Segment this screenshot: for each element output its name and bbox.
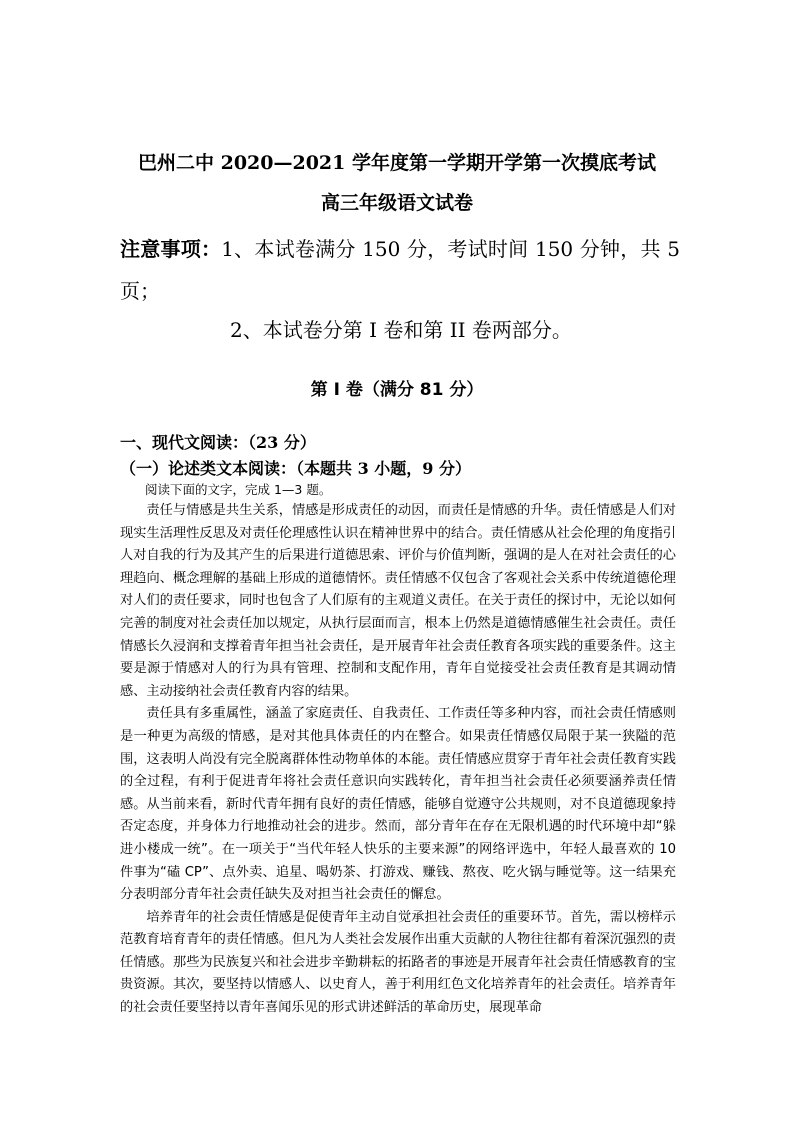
- passage-paragraph-1: 责任与情感是共生关系，情感是形成责任的动因，而责任是情感的升华。责任情感是人们对现实生活理性反思及对责任伦理感性认识在精神世界中的结合。责任情感从社会伦理的角度指引人对自我的行为及其产生的后果进行道德思索、评价与价值判断，强调的是人在对社会责任的心理趋向、概念理解的基础上形成的道德情怀。责任情感不仅包含了客观社会关系中传统道德伦理对人们的责任要求，同时也包含了人们原有的主观道义责任。在关于责任的探讨中，无论以如何完善的制度对社会责任加以规定，从执行层面而言，根本上仍然是道德情感催生社会责任。责任情感长久浸润和支撑着青年担当社会责任，是开展青年社会责任教育各项实践的重要条件。这主要是源于情感对人的行为具有管理、控制和支配作用，青年自觉接受社会责任教育是其调动情感、主动接纳社会责任教育内容的结果。: [120, 503, 676, 699]
- exam-title: 巴州二中 2020—2021 学年度第一学期开学第一次摸底考试: [138, 152, 656, 174]
- reading-instruction: 阅读下面的文字，完成 1—3 题。: [145, 482, 332, 497]
- section-subheading: （一）论述类文本阅读：（本题共 3 小题，9 分）: [120, 459, 471, 478]
- passage-paragraph-2: 责任具有多重属性，涵盖了家庭责任、自我责任、工作责任等多种内容，而社会责任情感则是一种更为高级的情感，是对其他具体责任的内在整合。如果责任情感仅局限于某一狭隘的范围，这表明人尚没有完全脱离群体性动物单体的本能。责任情感应贯穿于青年社会责任教育实践的全过程，有利于促进青年将社会责任意识向实践转化，青年担当社会责任必须要涵养责任情感。从当前来看，新时代青年拥有良好的责任情感，能够自觉遵守公共规则，对不良道德现象持否定态度，并身体力行地推动社会的进步。然而，部分青年在存在无限机遇的时代环境中却“躲进小楼成一统”。在一项关于“当代年轻人快乐的主要来源”的网络评选中，年轻人最喜欢的 10 件事为“磕 CP”、点外卖、追星、喝奶茶、打游戏、赚钱、熬夜、吃火锅与睡觉等。这一结果充分表明部分青年社会责任缺失及对担当社会责任的懈怠。: [120, 706, 676, 903]
- reading-passage: [120, 500, 676, 1020]
- exam-subtitle: 高三年级语文试卷: [320, 192, 473, 214]
- notice-item-1: 1、本试卷满分 150 分，考试时间 150 分钟，共 5 页；: [120, 237, 681, 303]
- notice-label: 注意事项: [120, 237, 201, 261]
- notice-block: 注意事项：1、本试卷满分 150 分，考试时间 150 分钟，共 5 页；: [120, 237, 681, 303]
- section-heading: 一、现代文阅读：（23 分）: [120, 433, 316, 452]
- notice-item-2: 2、本试卷分第 I 卷和第 II 卷两部分。: [230, 318, 572, 342]
- part-1-title: 第 Ⅰ 卷（满分 81 分）: [310, 380, 484, 400]
- passage-paragraph-3: 培养青年的社会责任情感是促使青年主动自觉承担社会责任的重要环节。首先，需以榜样示范教育培育青年的责任情感。但凡为人类社会发展作出重大贡献的人物往往都有着深沉强烈的责任情感。那些为民族复兴和社会进步辛勤耕耘的拓路者的事迹是开展青年社会责任情感教育的宝贵资源。其次，要坚持以情感人、以史育人，善于利用红色文化培养青年的社会责任。培养青年的社会责任要坚持以青年喜闻乐见的形式讲述鲜活的革命历史，展现革命: [120, 909, 676, 1016]
